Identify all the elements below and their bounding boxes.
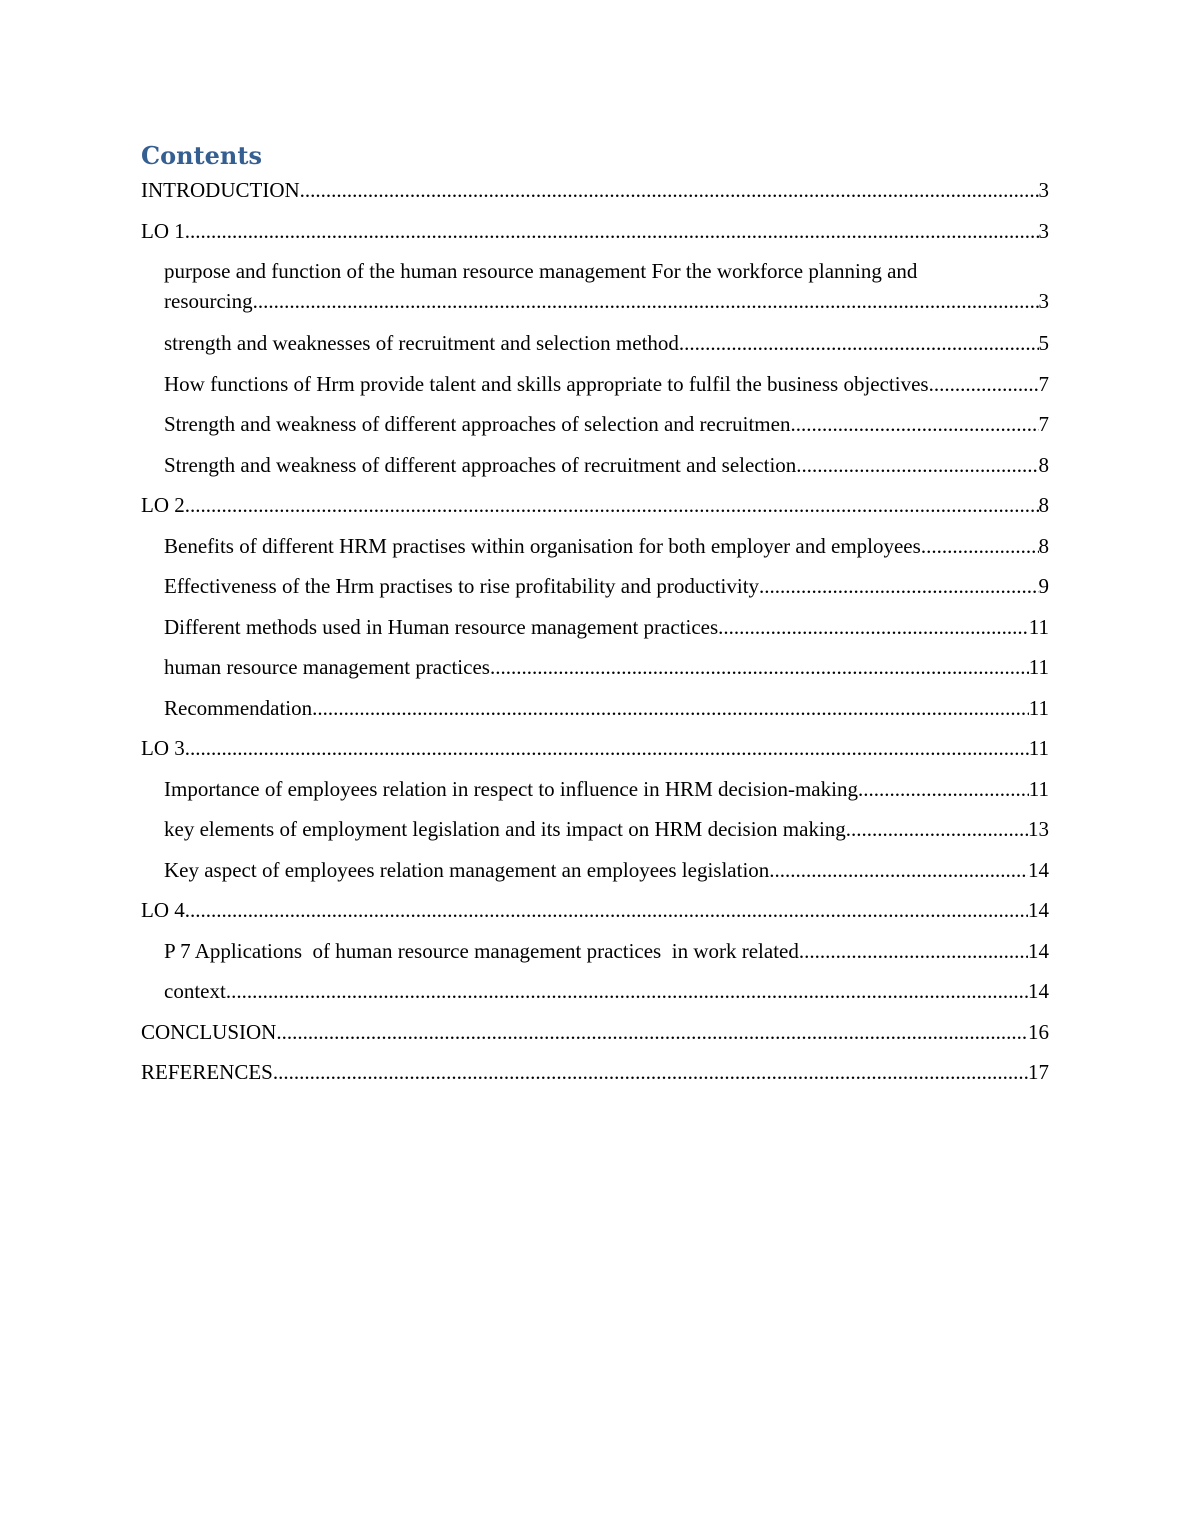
- toc-entry-importance-employees-relation[interactable]: [141, 774, 1049, 815]
- toc-entry-p7-applications[interactable]: [141, 936, 1049, 977]
- toc-entry-hrm-practices[interactable]: [141, 652, 1049, 693]
- toc-page-number: 14: [1028, 857, 1049, 882]
- toc-entry-text: Strength and weakness of different approaches of selection and recruitmen: [164, 412, 791, 436]
- toc-entry-introduction[interactable]: [141, 175, 1049, 216]
- toc-entry-text: LO 3: [141, 736, 185, 760]
- dot-leader: [759, 571, 1038, 601]
- toc-entry-text: CONCLUSION: [141, 1019, 277, 1044]
- toc-page-number: 11: [1028, 695, 1049, 720]
- dot-leader: [185, 490, 1039, 520]
- toc-entry-text: strength and weaknesses of recruitment and selection method: [164, 331, 679, 355]
- toc-entry-strength-weaknesses-recruitment[interactable]: [141, 328, 1049, 369]
- toc-page-number: 14: [1028, 979, 1049, 1003]
- toc-entry-text: INTRODUCTION: [141, 178, 300, 202]
- toc-page-number: 11: [1028, 655, 1049, 679]
- toc-entry-conclusion[interactable]: [141, 1017, 1049, 1058]
- toc-entry-text: context: [164, 979, 226, 1003]
- toc-entry-functions-of-hrm[interactable]: [141, 369, 1049, 410]
- toc-entry-recommendation[interactable]: [141, 693, 1049, 734]
- toc-entry-approaches-selection-recruitmen[interactable]: [141, 409, 1049, 450]
- toc-entry-context[interactable]: [141, 976, 1049, 1017]
- toc-entry-text: P 7 Applications of human resource management practices in work related: [164, 938, 799, 963]
- toc-page-number: 5: [1038, 331, 1049, 355]
- dot-leader: [253, 286, 1039, 316]
- toc-entry-text: human resource management practices: [164, 655, 490, 679]
- toc-entry-purpose-and-function[interactable]: [141, 256, 1049, 328]
- dot-leader: [929, 369, 1039, 399]
- toc-page-number: 13: [1028, 817, 1049, 841]
- dot-leader: [679, 328, 1039, 358]
- toc-entry-text: Different methods used in Human resource management practices: [164, 614, 719, 639]
- toc-page-number: 8: [1038, 452, 1049, 477]
- toc-entry-text: key elements of employment legislation and its impact on HRM decision making: [164, 817, 846, 841]
- toc-entry-text: LO 2: [141, 493, 185, 517]
- dot-leader: [312, 693, 1029, 723]
- toc-entry-lo2[interactable]: [141, 490, 1049, 531]
- dot-leader: [273, 1057, 1028, 1087]
- toc-page-number: 3: [1038, 178, 1049, 202]
- toc-page-number: 9: [1038, 574, 1049, 598]
- dot-leader: [490, 652, 1029, 682]
- dot-leader: [226, 976, 1028, 1006]
- dot-leader: [300, 175, 1039, 205]
- toc-entry-text: Recommendation: [164, 695, 313, 720]
- toc-page-number: 3: [1038, 218, 1049, 243]
- toc-page-number: 3: [1038, 289, 1049, 313]
- dot-leader: [799, 936, 1028, 966]
- dot-leader: [185, 895, 1028, 925]
- toc-page-number: 7: [1038, 412, 1049, 436]
- toc-page-number: 11: [1028, 736, 1049, 760]
- dot-leader: [790, 409, 1038, 439]
- toc-page-number: 7: [1038, 371, 1049, 396]
- toc-page-number: 8: [1038, 493, 1049, 517]
- toc-title: Contents: [141, 141, 262, 170]
- toc-entry-lo1[interactable]: [141, 216, 1049, 257]
- toc-entry-text: Effectiveness of the Hrm practises to rise profitability and productivity: [164, 574, 760, 598]
- toc-entry-second-line: [164, 286, 1049, 316]
- dot-leader: [921, 531, 1039, 561]
- toc-entry-benefits-hrm-practises[interactable]: [141, 531, 1049, 572]
- toc-page-number: 14: [1028, 898, 1049, 922]
- toc-entry-text: Key aspect of employees relation management an employees legislation: [164, 857, 770, 882]
- toc-entry-lo3[interactable]: [141, 733, 1049, 774]
- toc-entry-different-methods[interactable]: [141, 612, 1049, 653]
- toc-entry-key-elements-legislation[interactable]: [141, 814, 1049, 855]
- toc-page-number: 11: [1028, 614, 1049, 639]
- toc-entry-approaches-recruitment-selection[interactable]: [141, 450, 1049, 491]
- toc-page-number: 16: [1028, 1019, 1049, 1044]
- toc-entry-text: LO 4: [141, 898, 185, 922]
- toc-entry-text-line1: purpose and function of the human resource management For the workforce planning and: [164, 259, 918, 283]
- toc-entry-text: Benefits of different HRM practises within organisation for both employer and employees: [164, 533, 921, 558]
- dot-leader: [718, 612, 1029, 642]
- toc-page-number: 17: [1028, 1060, 1049, 1084]
- dot-leader: [185, 216, 1039, 246]
- toc-entry-text: Strength and weakness of different approaches of recruitment and selection: [164, 452, 797, 477]
- toc-page-number: 11: [1028, 776, 1049, 801]
- dot-leader: [858, 774, 1029, 804]
- toc-entry-text: How functions of Hrm provide talent and skills appropriate to fulfil the business objectives: [164, 371, 929, 396]
- toc-page-number: 14: [1028, 938, 1049, 963]
- toc-page-number: 8: [1038, 533, 1049, 558]
- table-of-contents: [141, 175, 1049, 1098]
- dot-leader: [846, 814, 1028, 844]
- toc-entry-effectiveness-hrm[interactable]: [141, 571, 1049, 612]
- toc-entry-text: LO 1: [141, 218, 185, 243]
- toc-entry-text: REFERENCES: [141, 1060, 273, 1084]
- dot-leader: [276, 1017, 1028, 1047]
- toc-entry-text: Importance of employees relation in respect to influence in HRM decision-making: [164, 776, 858, 801]
- dot-leader: [769, 855, 1028, 885]
- toc-entry-key-aspect-employees-relation[interactable]: [141, 855, 1049, 896]
- toc-entry-text: resourcing: [164, 289, 253, 313]
- toc-entry-lo4[interactable]: [141, 895, 1049, 936]
- dot-leader: [796, 450, 1038, 480]
- dot-leader: [185, 733, 1029, 763]
- toc-entry-references[interactable]: [141, 1057, 1049, 1098]
